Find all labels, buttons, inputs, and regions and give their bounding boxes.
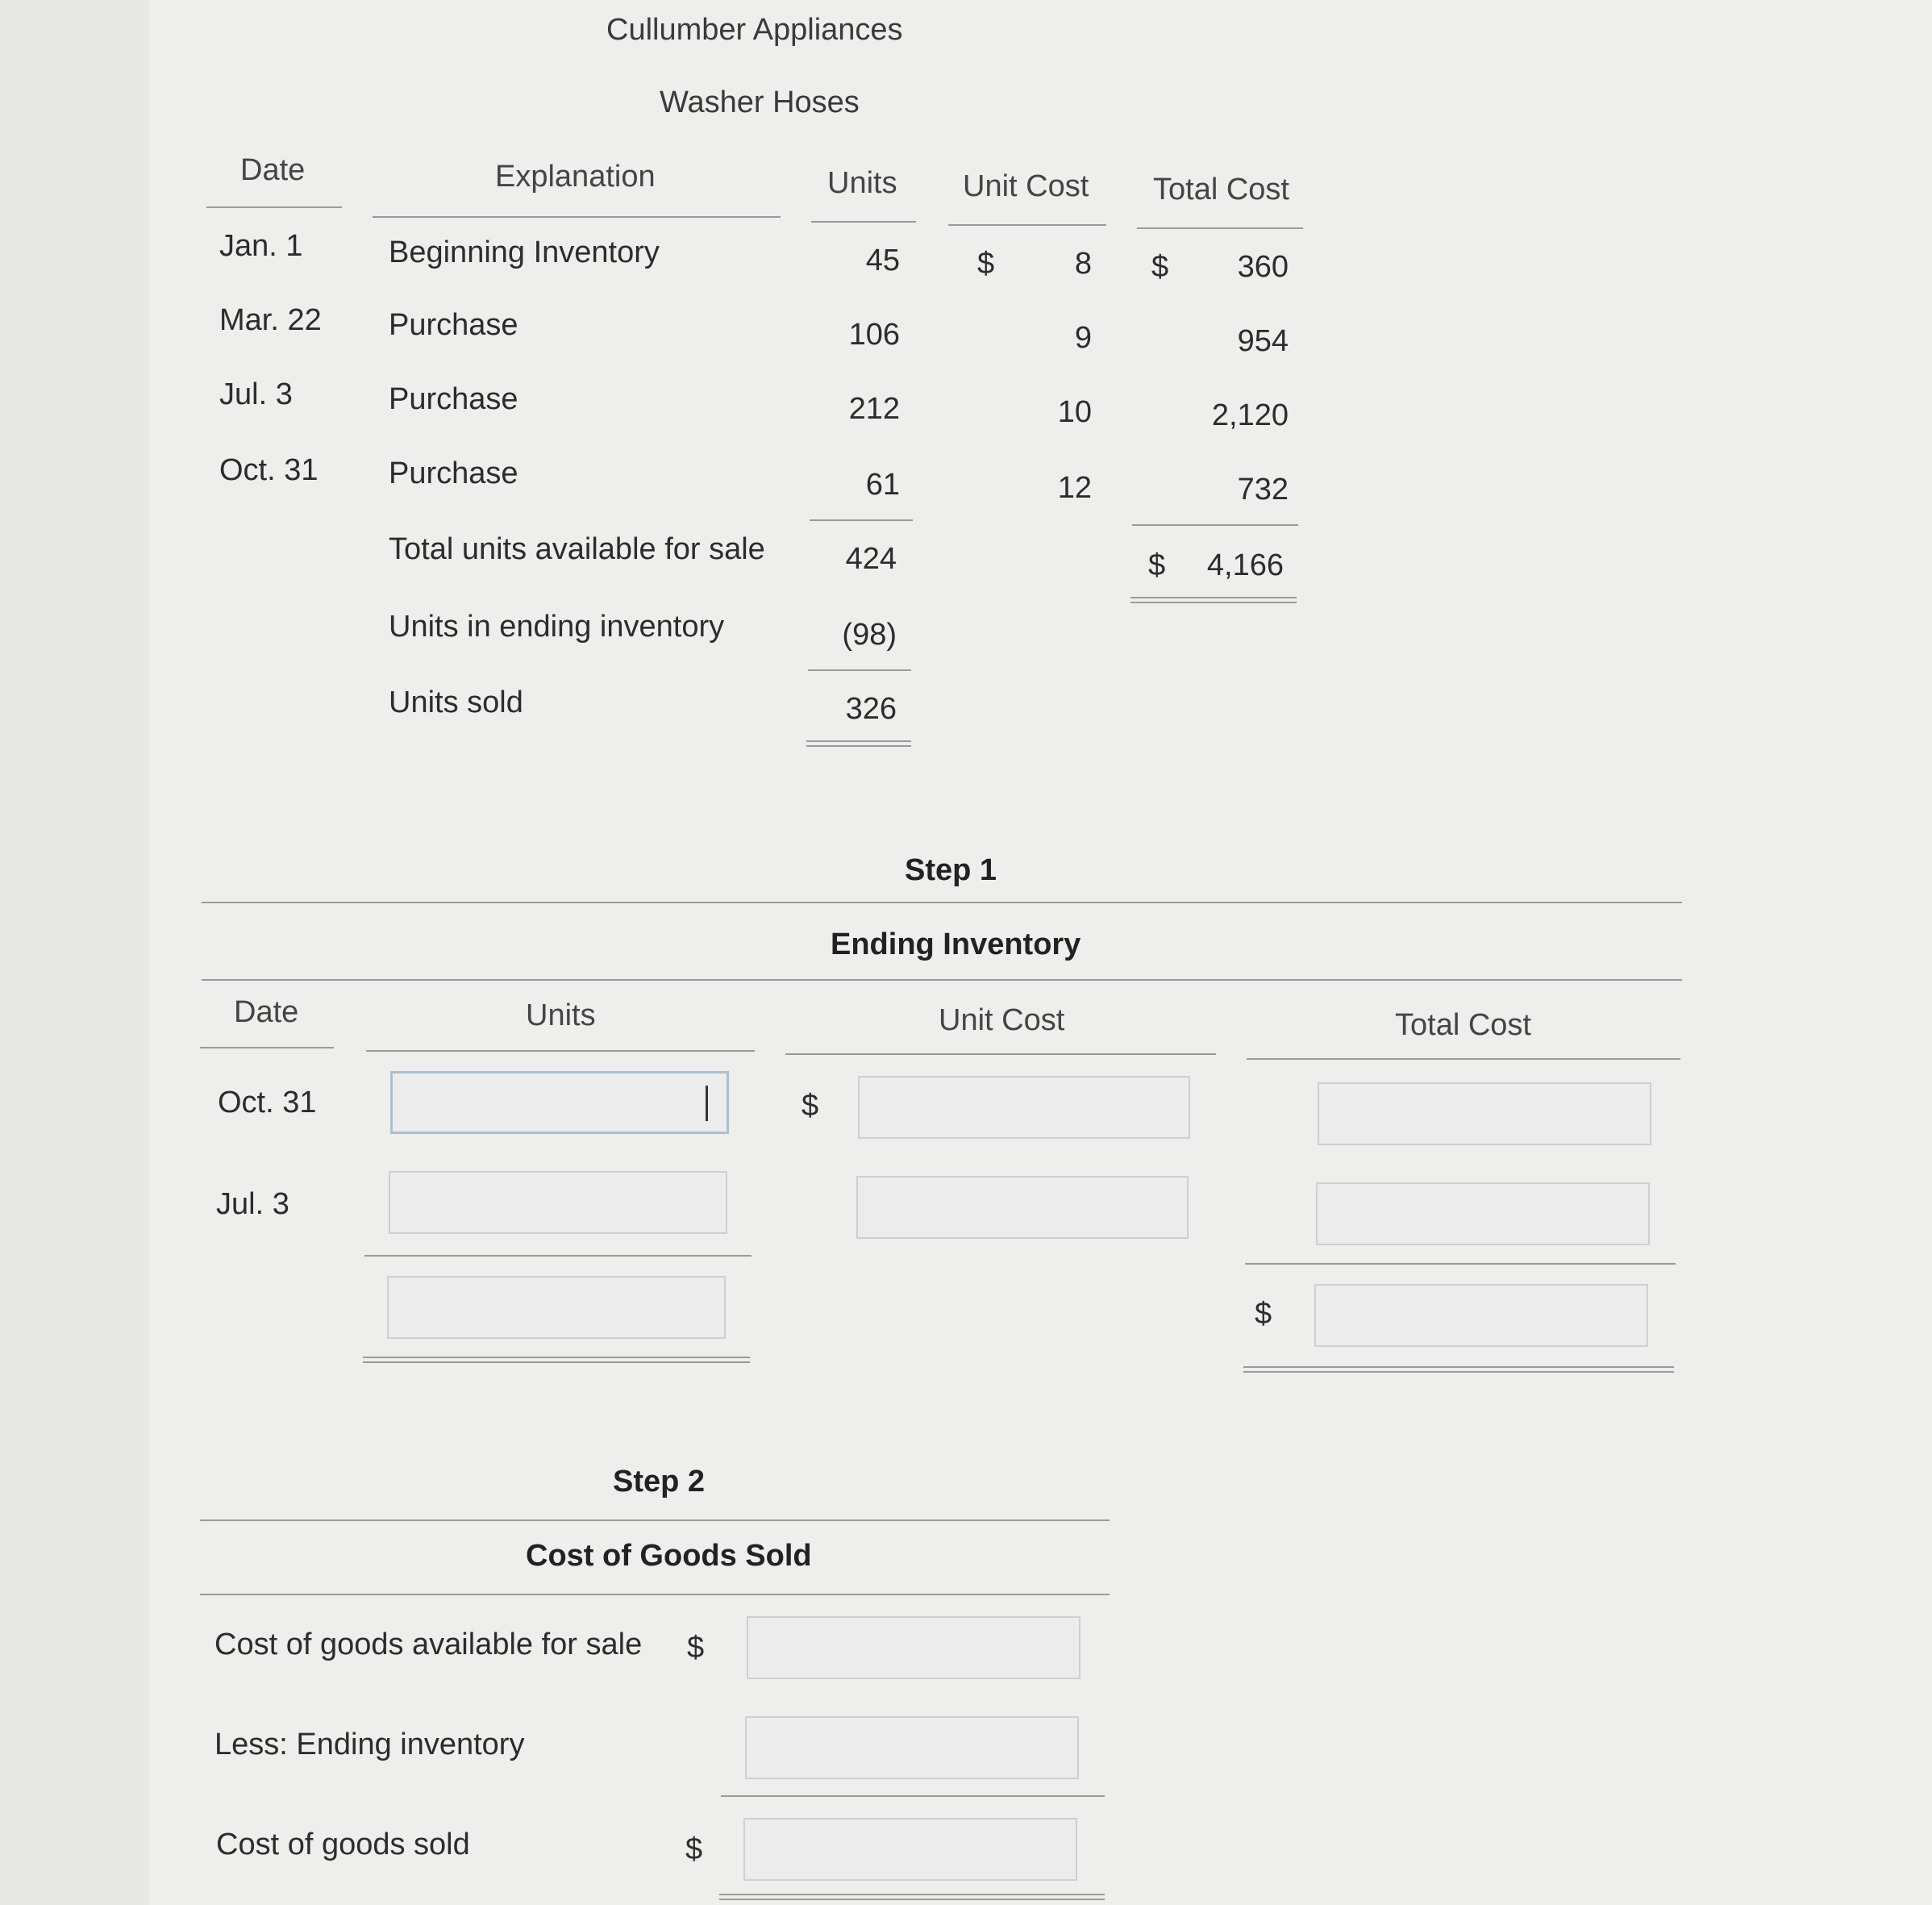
ending-units-value: (98): [842, 618, 897, 652]
step1-units-input[interactable]: [390, 1071, 729, 1134]
step1-title: Step 1: [905, 853, 997, 887]
table-row-total-cost: 954: [1237, 324, 1289, 358]
company-name: Cullumber Appliances: [606, 13, 903, 47]
table-row-date: Oct. 31: [219, 453, 319, 487]
step1-unit-cost-input[interactable]: [858, 1076, 1190, 1139]
step1-unit-cost-dollar: $: [802, 1089, 819, 1123]
table-row-date: Jan. 1: [219, 229, 303, 263]
table-row-explanation: Purchase: [389, 308, 518, 342]
step1-row-date: Jul. 3: [216, 1187, 289, 1221]
units-subtotal-line: [810, 519, 913, 521]
table-row-unit-cost-dollar: $: [977, 247, 995, 281]
step2-subtitle: Cost of Goods Sold: [526, 1539, 812, 1573]
cogs-available-dollar: $: [687, 1631, 705, 1665]
step1-units-input[interactable]: [389, 1171, 727, 1234]
table-row-units: 61: [865, 468, 900, 502]
table-row-total-cost: 360: [1237, 250, 1289, 284]
total-available-cost: 4,166: [1206, 548, 1284, 582]
table-row-explanation: Purchase: [389, 382, 518, 416]
units-sold-value: 326: [845, 692, 897, 726]
header-total-cost: Total Cost: [1153, 173, 1289, 206]
table-row-units: 212: [848, 392, 900, 426]
header-explanation: Explanation: [495, 160, 656, 194]
table-row-unit-cost: 9: [1074, 321, 1092, 355]
step2-title: Step 2: [613, 1465, 706, 1499]
text-cursor: [706, 1086, 708, 1121]
step1-subtitle: Ending Inventory: [831, 927, 1081, 961]
step1-row-date: Oct. 31: [218, 1086, 317, 1119]
step1-subtitle-rule: [202, 979, 1682, 981]
header-units-underline: [811, 221, 916, 223]
header-explanation-underline: [373, 216, 781, 218]
less-ending-inventory-input[interactable]: [745, 1716, 1079, 1779]
cogs-label: Cost of goods sold: [216, 1828, 470, 1861]
total-cost-subtotal-line: [1132, 524, 1298, 526]
step1-header-units-underline: [366, 1050, 755, 1052]
step1-units-double-underline: [363, 1357, 750, 1363]
total-available-label: Total units available for sale: [389, 532, 765, 566]
cogs-input[interactable]: [743, 1818, 1077, 1881]
less-ending-inventory-label: Less: Ending inventory: [214, 1728, 525, 1761]
step1-header-date: Date: [234, 995, 299, 1029]
step1-header-total-cost: Total Cost: [1395, 1008, 1531, 1042]
table-row-unit-cost: 10: [1057, 395, 1092, 429]
step1-total-cost-dollar: $: [1255, 1297, 1272, 1331]
table-row-units: 45: [865, 244, 900, 277]
step2-subtotal-line: [721, 1795, 1105, 1797]
units-sold-double-underline: [806, 740, 911, 747]
cogs-available-input[interactable]: [747, 1616, 1081, 1679]
table-row-explanation: Beginning Inventory: [389, 236, 660, 269]
step1-header-units: Units: [526, 998, 596, 1032]
table-row-units: 106: [848, 318, 900, 352]
table-row-date: Jul. 3: [219, 377, 293, 411]
step1-unit-cost-input[interactable]: [856, 1176, 1189, 1239]
step1-total-cost-sum-input[interactable]: [1314, 1284, 1648, 1347]
table-row-unit-cost: 8: [1074, 247, 1092, 281]
step1-total-cost-input[interactable]: [1316, 1182, 1650, 1245]
total-available-units: 424: [845, 542, 897, 576]
total-cost-double-underline: [1130, 597, 1297, 603]
step1-total-cost-double-underline: [1243, 1366, 1674, 1373]
header-date: Date: [240, 153, 306, 187]
cogs-available-label: Cost of goods available for sale: [214, 1628, 643, 1661]
step1-header-total-cost-underline: [1247, 1058, 1680, 1060]
table-row-date: Mar. 22: [219, 303, 322, 337]
cogs-double-underline: [719, 1894, 1105, 1900]
table-row-total-cost: 732: [1237, 473, 1289, 506]
total-available-dollar: $: [1148, 548, 1166, 582]
step1-header-unit-cost: Unit Cost: [939, 1003, 1065, 1037]
header-date-underline: [206, 206, 342, 208]
step2-subtitle-rule: [200, 1594, 1110, 1595]
table-row-total-cost: 2,120: [1211, 398, 1289, 432]
header-unit-cost: Unit Cost: [963, 169, 1089, 203]
ending-units-label: Units in ending inventory: [389, 610, 725, 644]
step1-total-cost-input[interactable]: [1318, 1082, 1651, 1145]
step1-header-unit-cost-underline: [785, 1053, 1216, 1055]
header-total-cost-underline: [1137, 227, 1303, 229]
header-units: Units: [827, 166, 897, 200]
cogs-dollar: $: [685, 1832, 703, 1866]
step1-header-date-underline: [200, 1047, 334, 1048]
step1-units-sum-line: [364, 1255, 752, 1257]
table-row-explanation: Purchase: [389, 456, 518, 490]
table-row-unit-cost: 12: [1057, 471, 1092, 505]
step1-total-cost-sum-line: [1245, 1263, 1676, 1265]
units-sold-label: Units sold: [389, 686, 523, 719]
step1-total-units-input[interactable]: [387, 1276, 726, 1339]
header-unit-cost-underline: [948, 224, 1106, 226]
table-row-total-cost-dollar: $: [1151, 250, 1169, 284]
step1-title-rule: [202, 902, 1682, 903]
units-sold-line: [808, 669, 911, 671]
step2-title-rule: [200, 1519, 1110, 1521]
product-name: Washer Hoses: [660, 85, 860, 119]
